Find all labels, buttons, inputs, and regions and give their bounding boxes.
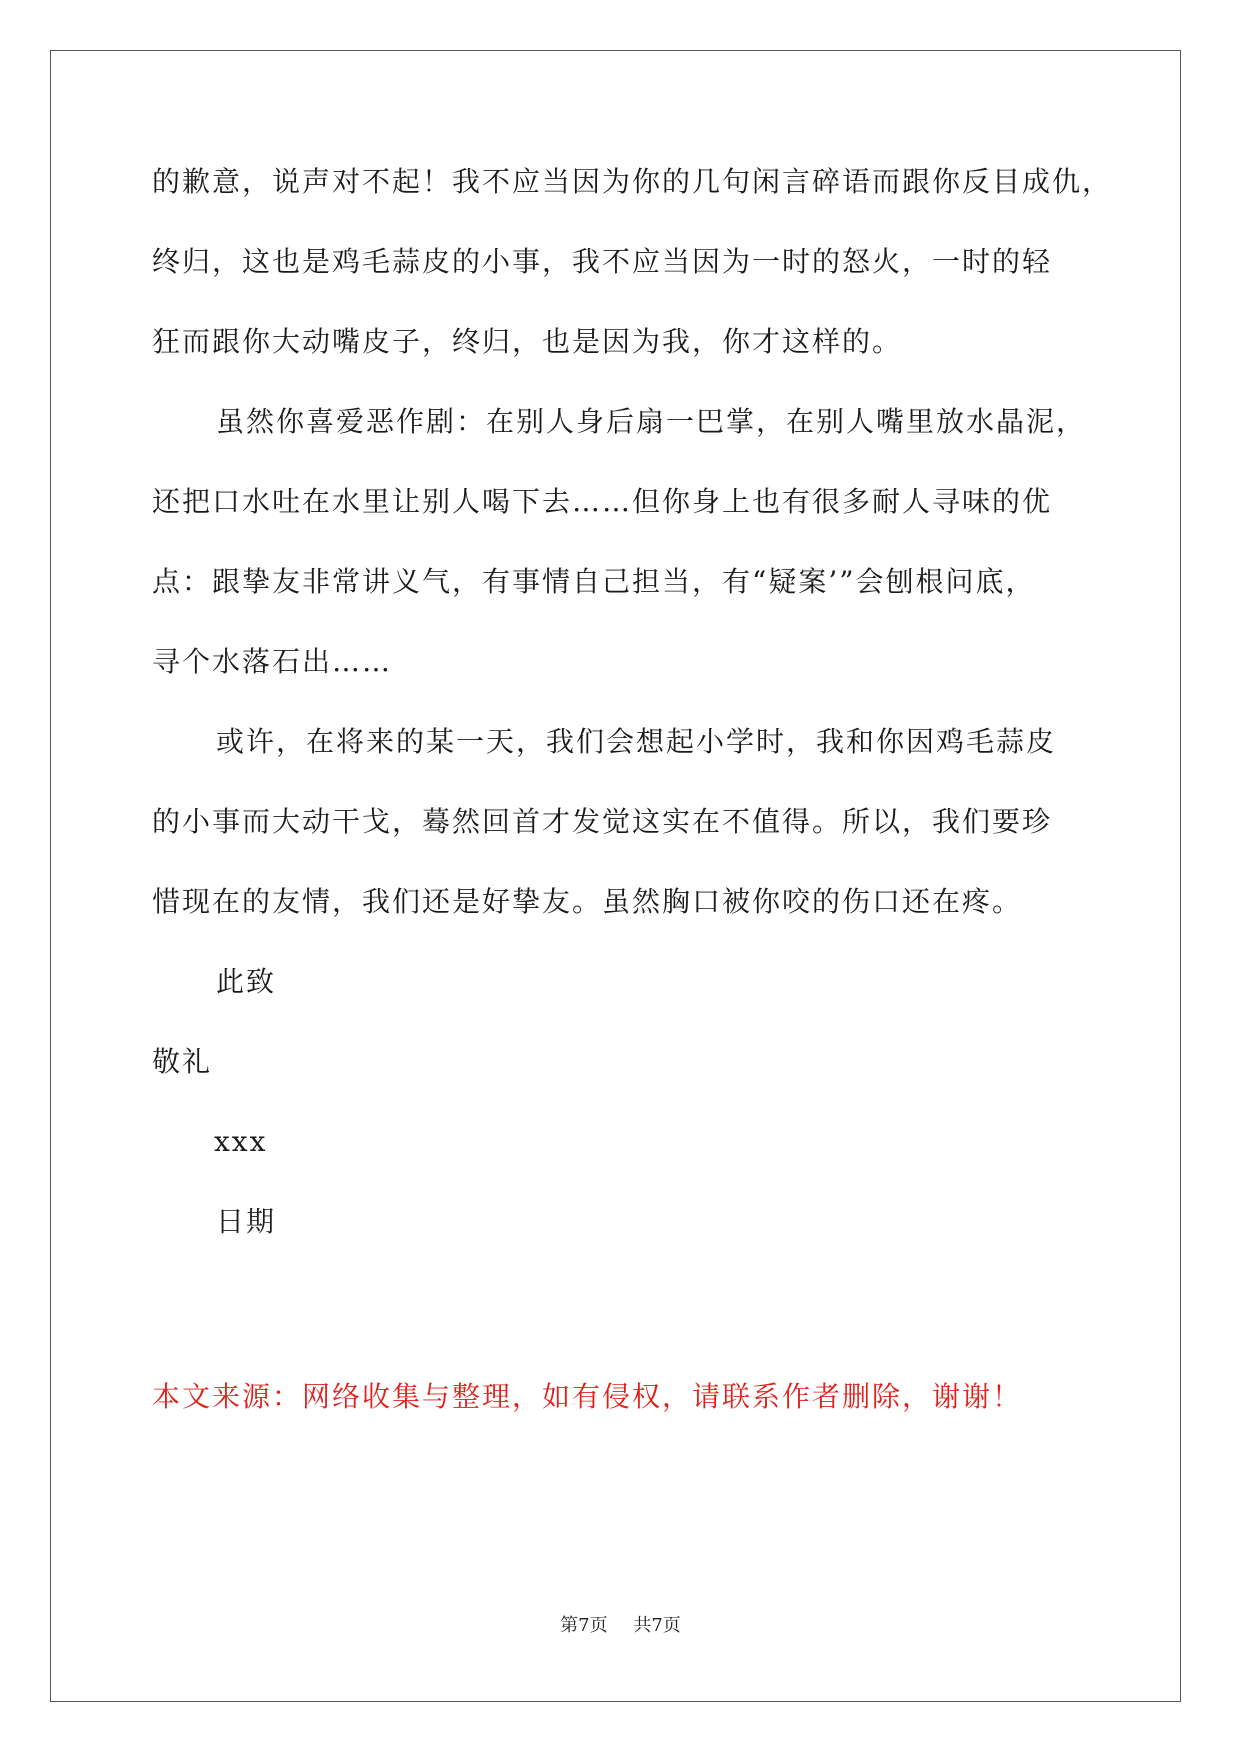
paragraph-line: 或许，在将来的某一天，我们会想起小学时，我和你因鸡毛蒜皮	[216, 725, 1057, 758]
signature-date: 日期	[216, 1205, 277, 1238]
page-number-current: 第7页	[560, 1615, 608, 1636]
paragraph-line: 惜现在的友情，我们还是好挚友。虽然胸口被你咬的伤口还在疼。	[152, 885, 1023, 918]
paragraph-line: 点：跟挚友非常讲义气，有事情自己担当，有“疑案’”会刨根问底，	[152, 565, 1036, 598]
page-footer	[0, 1615, 1241, 1637]
letter-body	[152, 165, 1113, 1286]
page-number-total: 共7页	[633, 1615, 681, 1636]
paragraph-line: 的小事而大动干戈，蓦然回首才发觉这实在不值得。所以，我们要珍	[152, 805, 1053, 838]
paragraph-line: 的歉意，说声对不起！我不应当因为你的几句闲言碎语而跟你反目成仇，	[152, 165, 1113, 198]
closing-regards: 敬礼	[152, 1045, 213, 1078]
signature-name: xxx	[214, 1125, 268, 1158]
paragraph-line: 狂而跟你大动嘴皮子，终归，也是因为我，你才这样的。	[152, 325, 903, 358]
paragraph-line: 寻个水落石出……	[152, 645, 393, 678]
paragraph-line: 还把口水吐在水里让别人喝下去……但你身上也有很多耐人寻味的优	[152, 485, 1053, 518]
source-note: 本文来源：网络收集与整理，如有侵权，请联系作者删除，谢谢！	[152, 1380, 1023, 1413]
closing-salutation: 此致	[216, 965, 277, 998]
paragraph-line: 终归，这也是鸡毛蒜皮的小事，我不应当因为一时的怒火，一时的轻	[152, 245, 1053, 278]
paragraph-line: 虽然你喜爱恶作剧：在别人身后扇一巴掌，在别人嘴里放水晶泥，	[216, 405, 1087, 438]
